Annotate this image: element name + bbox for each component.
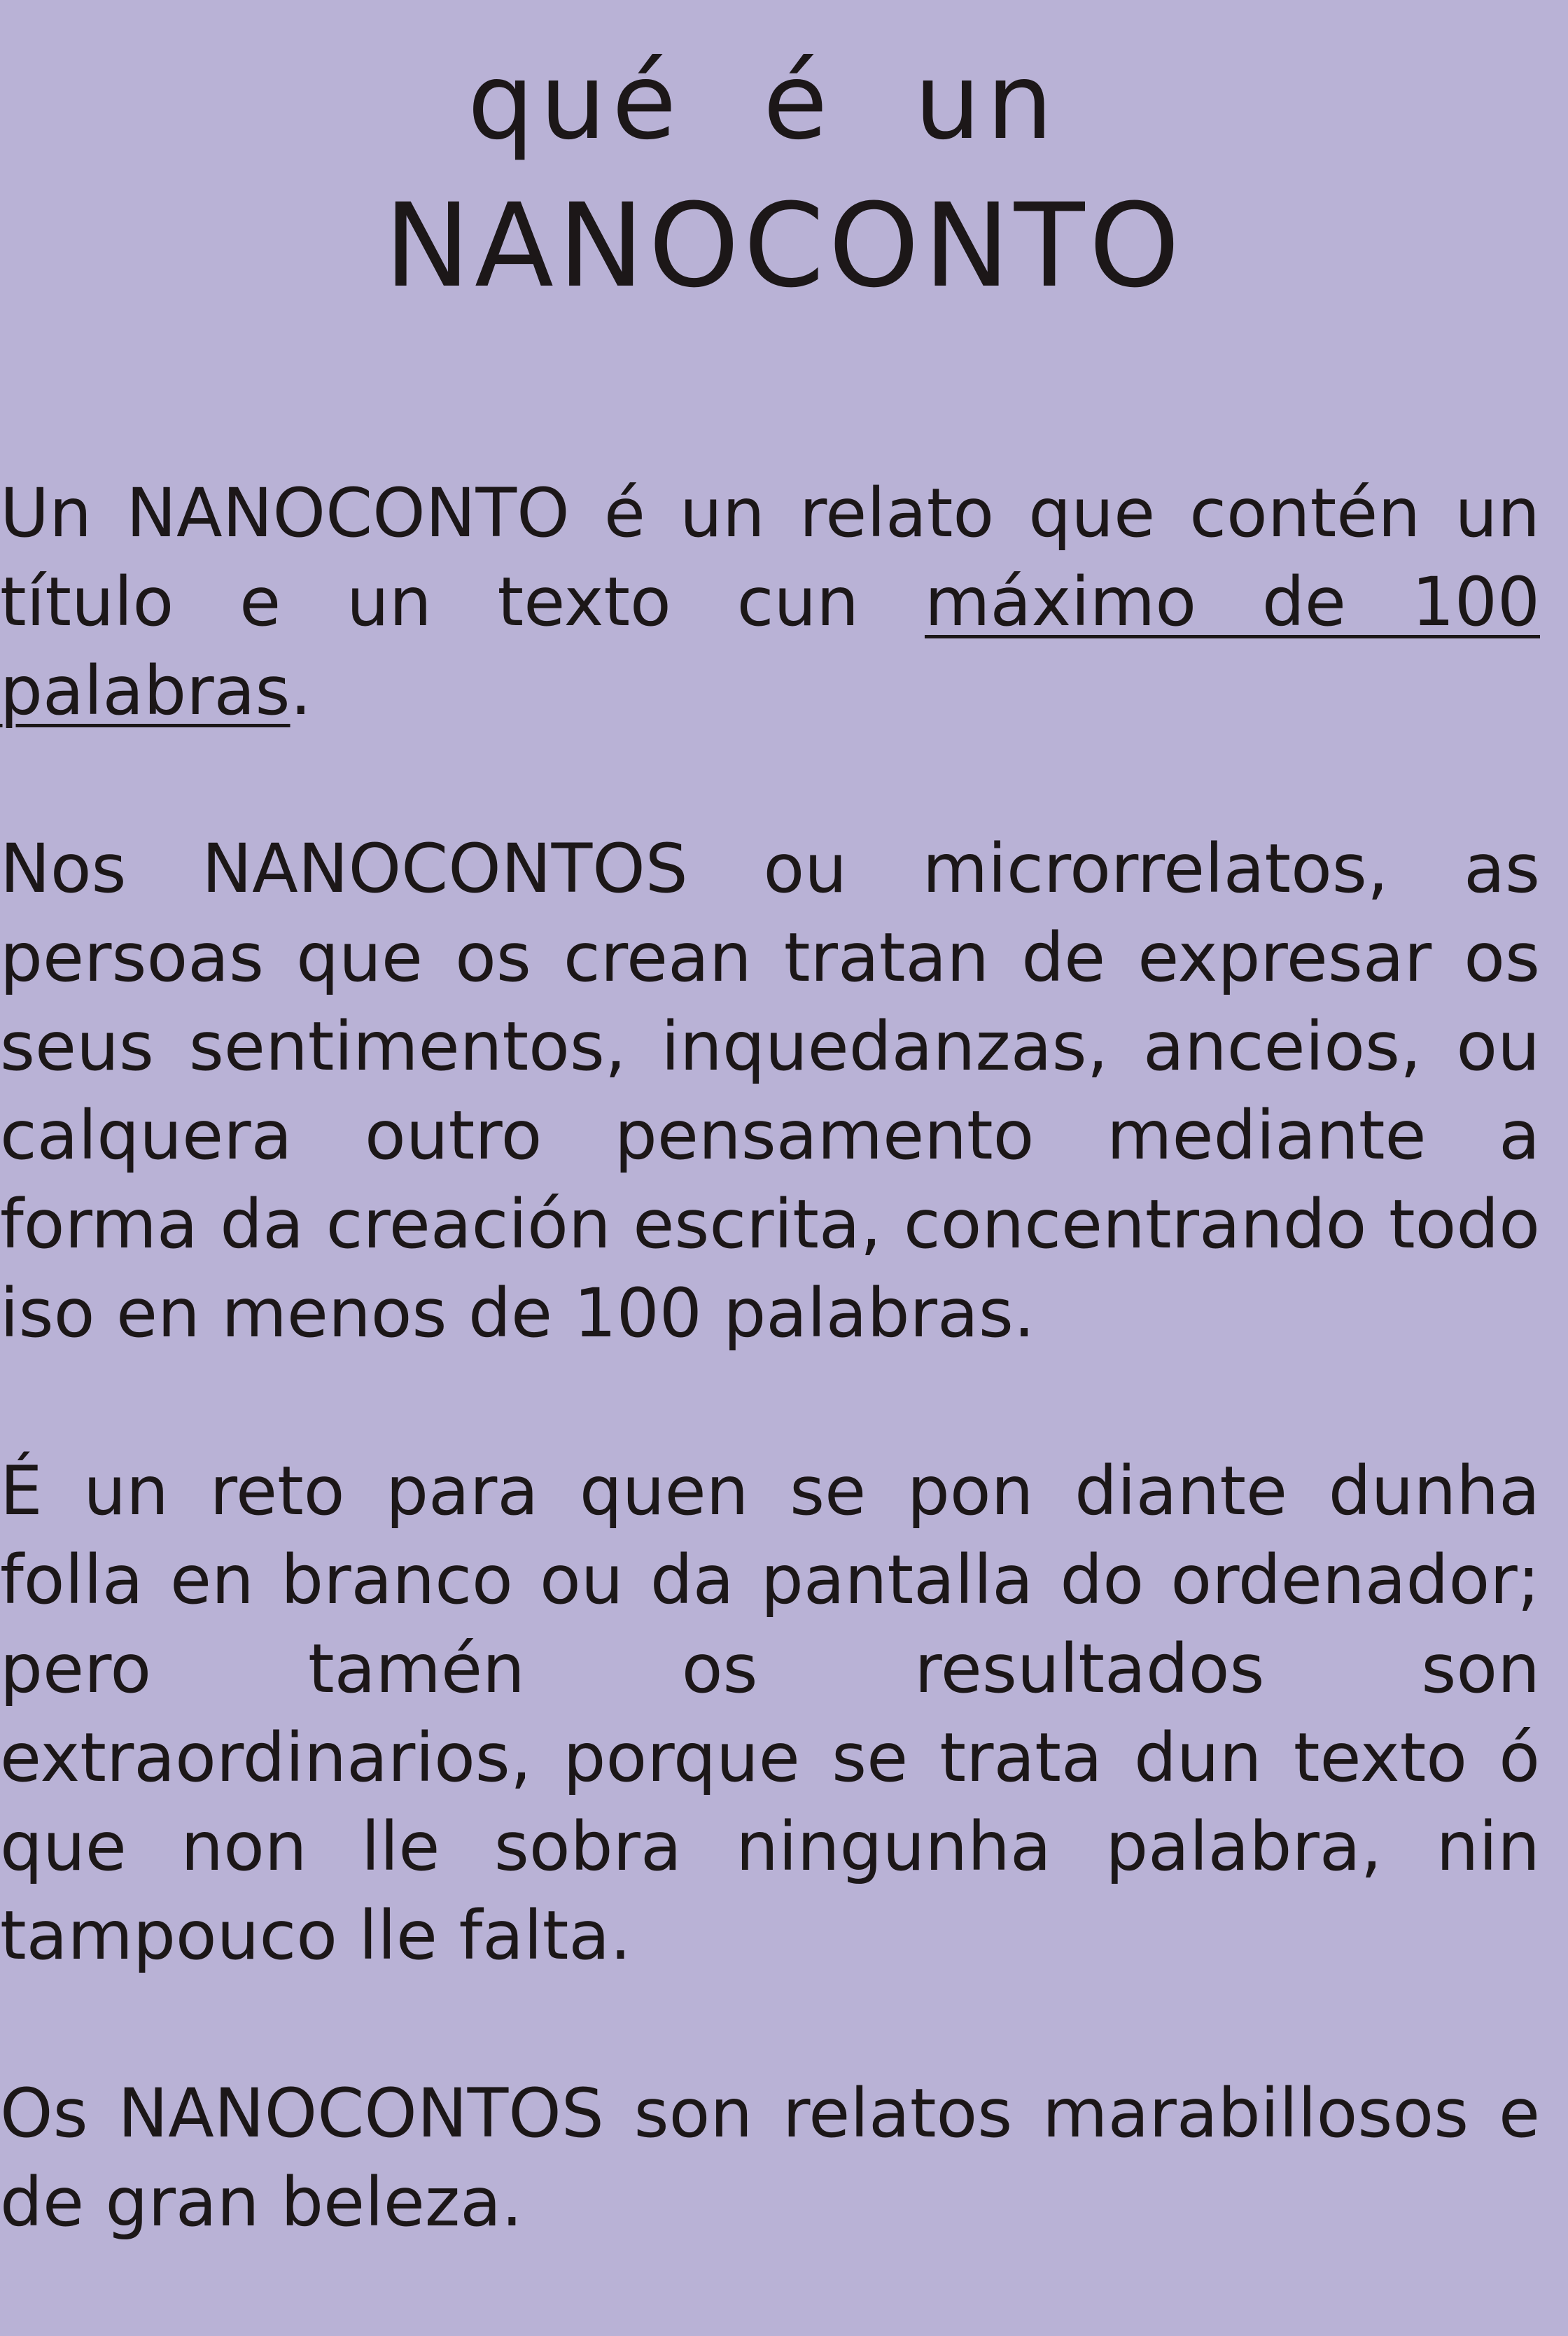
paragraph-challenge: É un reto para quen se pon diante dunha folla en branco ou da pantalla do ordenador; pero tamén os resultados son extraordinarios, porque se trata dun texto ó que non lle sobra ningunha palabra, nin tampouco lle falta.: [0, 1452, 1540, 1975]
title-line-2: NANOCONTO: [384, 179, 1184, 314]
word-limit-underlined: máximo de 100 palabras: [0, 563, 1541, 730]
body-text: [0, 469, 1540, 2336]
title-line-1: qué é un: [467, 41, 1059, 164]
paragraph-definition-text: Un NANOCONTO é un relato que contén un título e un texto cun: [0, 474, 1540, 641]
page-title: [0, 43, 1568, 316]
paragraph-conclusion: Os NANOCONTOS son relatos marabillosos e de gran beleza.: [0, 2074, 1540, 2241]
paragraph-definition-end: .: [290, 652, 312, 730]
paragraph-definition: [0, 469, 1540, 736]
paragraph-purpose: Nos NANOCONTOS ou microrrelatos, as persoas que os crean tratan de expresar os seus sentimentos, inquedanzas, anceios, ou calquera outro pensamento mediante a forma da creación escrita, concentrando todo iso en menos de 100 palabras.: [0, 830, 1540, 1352]
